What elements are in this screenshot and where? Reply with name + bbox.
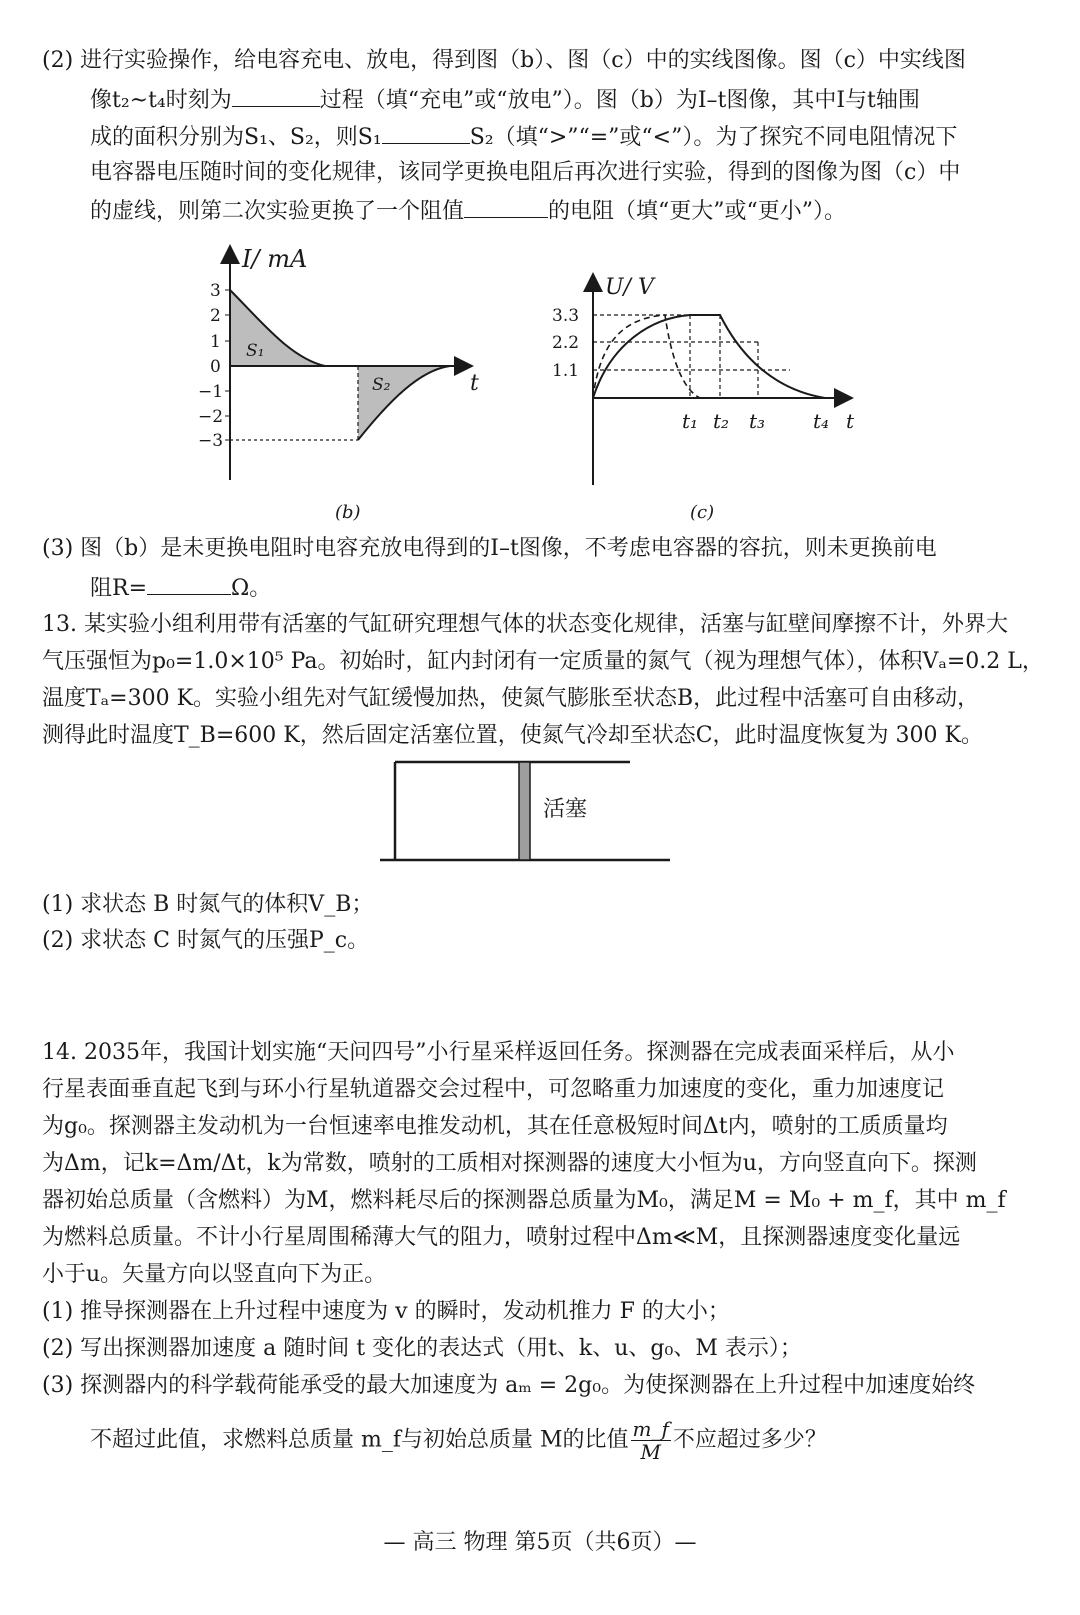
answer-blank-compare[interactable] xyxy=(382,121,470,144)
q12-3-text2b: Ω。 xyxy=(231,576,272,601)
q14-line4: 为Δm，记k=Δm/Δt，k为常数，喷射的工质相对探测器的速度大小恒为u，方向竖直向下。探测 xyxy=(42,1151,977,1176)
answer-blank-resistor[interactable] xyxy=(147,572,231,595)
q14-sub3-text-a: 不超过此值，求燃料总质量 m_f与初始总质量 M的比值 xyxy=(90,1427,629,1453)
area-s1 xyxy=(230,290,325,366)
q12-3-line1 xyxy=(0,534,1080,564)
label-t4: t₄ xyxy=(813,409,830,433)
q14-sub1: (1) 推导探测器在上升过程中速度为 v 的瞬时，发动机推力 F 的大小； xyxy=(42,1299,730,1324)
label-t2: t₂ xyxy=(713,409,730,433)
q12-2-text4: 电容器电压随时间的变化规律，该同学更换电阻后再次进行实验，得到的图像为图（c）中 xyxy=(90,160,961,185)
answer-blank-process[interactable] xyxy=(232,84,320,107)
q12-2-text3a: 成的面积分别为S₁、S₂，则S₁ xyxy=(90,125,382,150)
q12-2-line2 xyxy=(0,84,1080,116)
tick-3-3: 3.3 xyxy=(552,306,580,326)
q14-line1: 14. 2035年，我国计划实施“天问四号”小行星采样返回任务。探测器在完成表面采样后，从小 xyxy=(42,1040,955,1065)
q14-sub3-cont xyxy=(0,1418,1080,1463)
tick-neg2: −2 xyxy=(198,407,224,427)
y-axis-label: U/ V xyxy=(605,275,654,300)
q12-2-text2a: 像t₂~t₄时刻为 xyxy=(90,88,232,113)
page-footer: — 高三 物理 第5页（共6页）— xyxy=(383,1530,697,1555)
y-axis-label: I/ mA xyxy=(242,245,308,273)
q12-2-line5 xyxy=(0,195,1080,227)
q13-sub2: (2) 求状态 C 时氮气的压强P_c。 xyxy=(42,928,370,953)
q14-line3: 为g₀。探测器主发动机为一台恒速率电推发动机，其在任意极短时间Δt内，喷射的工质质量均 xyxy=(42,1114,948,1139)
q12-2-text5a: 的虚线，则第二次实验更换了一个阻值 xyxy=(90,199,465,224)
tick-2-2: 2.2 xyxy=(552,333,580,353)
q12-2-text2b: 过程（填“充电”或“放电”）。图（b）为I–t图像，其中I与t轴围 xyxy=(319,88,920,113)
q14-line7: 小于u。矢量方向以竖直向下为正。 xyxy=(42,1262,387,1287)
tick-2: 2 xyxy=(210,306,221,326)
q14-line5: 器初始总质量（含燃料）为M，燃料耗尽后的探测器总质量为M₀，满足M = M₀ + m_f，其中 m_f xyxy=(42,1188,1006,1213)
piston xyxy=(519,762,530,860)
cylinder-piston-diagram xyxy=(380,758,680,868)
answer-blank-resistance[interactable] xyxy=(464,195,548,218)
q12-2-line4 xyxy=(0,158,1080,188)
caption-c: (c) xyxy=(690,502,715,523)
q12-2-label: (2) xyxy=(42,48,74,73)
q13-line3: 温度Tₐ=300 K。实验小组先对气缸缓慢加热，使氮气膨胀至状态B，此过程中活塞可自由移动， xyxy=(42,686,980,711)
q14-line6: 为燃料总质量。不计小行星周围稀薄大气的阻力，喷射过程中Δm≪M，且探测器速度变化量远 xyxy=(42,1225,961,1250)
q14-line2: 行星表面垂直起飞到与环小行星轨道器交会过程中，可忽略重力加速度的变化，重力加速度记 xyxy=(42,1077,945,1102)
label-s1: S₁ xyxy=(246,341,265,361)
q14-sub2: (2) 写出探测器加速度 a 随时间 t 变化的表达式（用t、k、u、g₀、M 表示）； xyxy=(42,1336,802,1361)
q13-line2: 气压强恒为p₀=1.0×10⁵ Pa。初始时，缸内封闭有一定质量的氮气（视为理想气体），体积Vₐ=0.2 L， xyxy=(42,649,1044,674)
label-t1: t₁ xyxy=(682,409,699,433)
q14-sub3-text-b: 不应超过多少？ xyxy=(672,1427,827,1453)
tick-1: 1 xyxy=(210,332,221,352)
fraction-denominator: M xyxy=(640,1440,661,1464)
q13-sub1: (1) 求状态 B 时氮气的体积V_B； xyxy=(42,892,374,917)
q13-line4: 测得此时温度T_B=600 K，然后固定活塞位置，使氮气冷却至状态C，此时温度恢复为 300 K。 xyxy=(42,723,983,748)
q13-line1: 13. 某实验小组利用带有活塞的气缸研究理想气体的状态变化规律，活塞与缸壁间摩擦不计，外界大 xyxy=(42,612,1008,637)
q12-2-text5b: 的电阻（填“更大”或“更小”）。 xyxy=(548,199,847,224)
q12-2-text1: 进行实验操作，给电容充电、放电，得到图（b）、图（c）中的实线图像。图（c）中实线图 xyxy=(80,48,966,73)
tick-neg1: −1 xyxy=(198,382,224,402)
caption-b: (b) xyxy=(335,502,361,523)
piston-label: 活塞 xyxy=(543,797,588,822)
tick-0: 0 xyxy=(210,357,221,377)
solid-curve xyxy=(593,315,825,398)
x-axis-label: t xyxy=(846,409,855,433)
ratio-fraction xyxy=(631,1418,671,1463)
tick-3: 3 xyxy=(210,281,221,301)
q12-2-line3 xyxy=(0,121,1080,153)
q12-3-text1: 图（b）是未更换电阻时电容充放电得到的I–t图像，不考虑电容器的容抗，则未更换前电 xyxy=(80,536,937,561)
fraction-numerator: m_f xyxy=(632,1417,669,1441)
label-t3: t₃ xyxy=(749,409,766,433)
q12-3-text2a: 阻R= xyxy=(90,576,147,601)
q12-2-line1 xyxy=(0,46,1080,76)
x-axis-label: t xyxy=(470,371,479,396)
tick-neg3: −3 xyxy=(198,431,224,451)
label-s2: S₂ xyxy=(372,375,391,395)
q14-sub3: (3) 探测器内的科学载荷能承受的最大加速度为 aₘ = 2g₀。为使探测器在上升过程中加速度始终 xyxy=(42,1373,976,1398)
figure-c-ut-graph xyxy=(540,270,870,530)
tick-1-1: 1.1 xyxy=(552,361,580,381)
q12-3-label: (3) xyxy=(42,536,74,561)
q12-3-line2 xyxy=(0,572,1080,604)
q12-2-text3b: S₂（填“>”“=”或“<”）。为了探究不同电阻情况下 xyxy=(469,125,958,150)
figure-b-it-graph xyxy=(180,240,510,530)
